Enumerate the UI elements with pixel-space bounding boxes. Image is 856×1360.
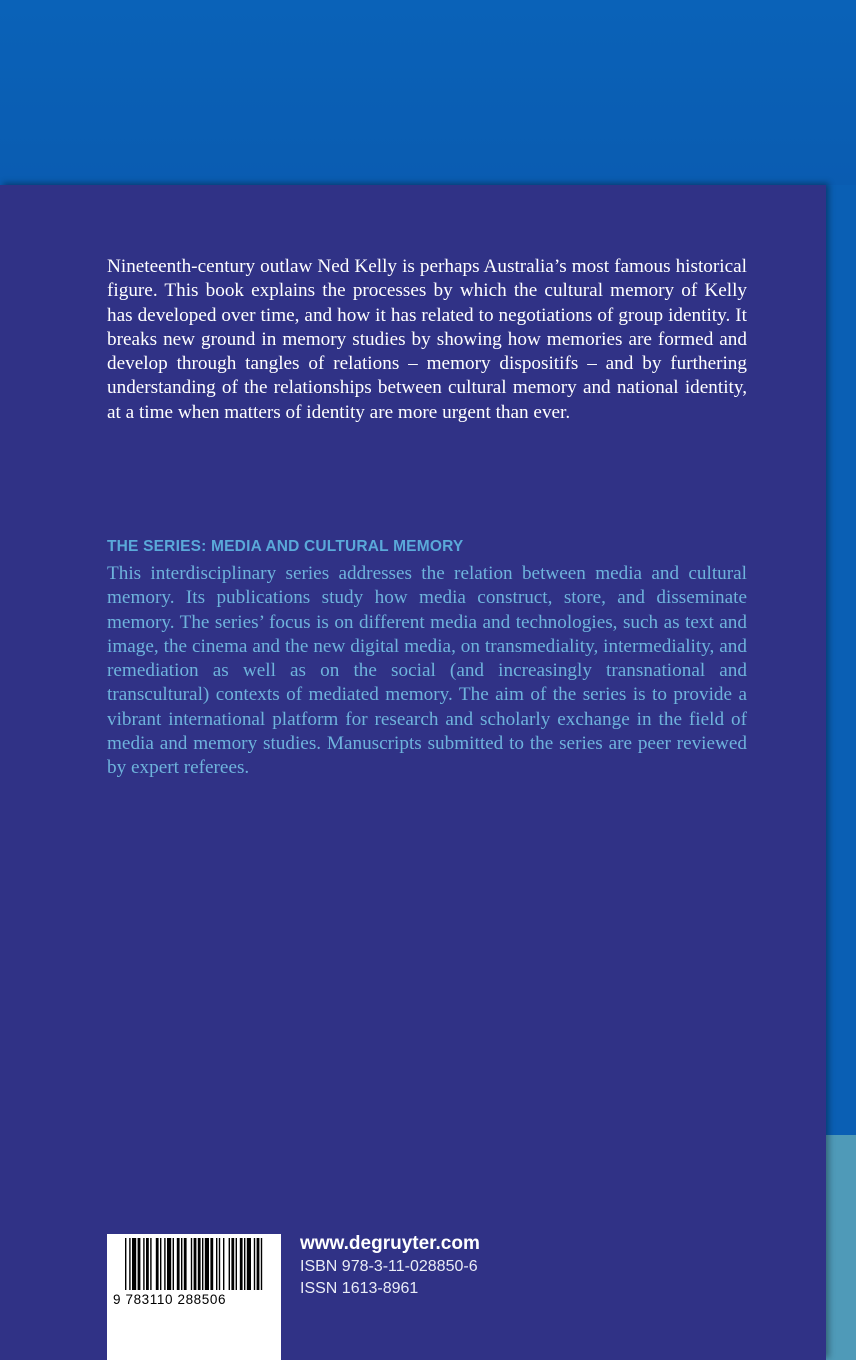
barcode-bar [143,1238,144,1290]
barcode-bar [132,1238,136,1290]
barcode-bar [173,1238,174,1290]
barcode-bar [240,1238,243,1290]
barcode-bar [138,1238,141,1290]
cover-spine-strip [826,185,856,1135]
barcode-bar [194,1238,197,1290]
barcode-bar [202,1238,203,1290]
cover-top-band [0,0,856,185]
barcode-bar [247,1238,251,1290]
barcode-bar [191,1238,192,1290]
publisher-url[interactable]: www.degruyter.com [300,1233,480,1254]
barcode-bar [219,1238,220,1290]
barcode-bars [107,1234,281,1290]
barcode-bar [160,1238,161,1290]
barcode-bar [125,1238,126,1290]
isbn-text: ISBN 978-3-11-028850-6 [300,1258,478,1275]
barcode-bar [216,1238,217,1290]
issn-text: ISSN 1613-8961 [300,1280,419,1297]
barcode-bar [254,1238,255,1290]
barcode-bar [244,1238,245,1290]
barcode-bar [257,1238,260,1290]
barcode-bar [146,1238,149,1290]
cover-accent-strip [826,1135,856,1360]
barcode-bar [167,1238,171,1290]
barcode-bar [261,1238,262,1290]
series-title: THE SERIES: MEDIA AND CULTURAL MEMORY [107,538,464,555]
barcode-bar [150,1238,151,1290]
barcode-bar [205,1238,209,1290]
barcode-bar [184,1238,187,1290]
publisher-info [300,1232,480,1300]
barcode-bar [156,1238,159,1290]
barcode-bar [229,1238,230,1290]
series-description: This interdisciplinary series addresses the relation between media and cultural memory. Its publications study how media construct, store, and disseminate memory. The series’ focus is on different media and technologies, such as text and image, the cinema and the new digital media, on transmediality, intermediality, and remediation as well as on the social (and increasingly transnational and transcultural) contexts of mediated memory. The aim of the series is to provide a vibrant international platform for research and scholarly exchange in the field of media and memory studies. Manuscripts submitted to the series are peer reviewed by expert referees. [107,563,747,779]
barcode-bar [198,1238,201,1290]
barcode-bar [181,1238,182,1290]
barcode-bar [164,1238,165,1290]
book-blurb: Nineteenth-century outlaw Ned Kelly is perhaps Australia’s most famous historical figure. This book explains the processes by which the cultural memory of Kelly has developed over time, and how it has related to negotiations of group identity. It breaks new ground in memory studies by showing how memories are formed and develop through tangles of relations – memory dispositifs – and by furthering understanding of the relationships between cultural memory and national identity, at a time when matters of identity are more urgent than ever. [107,256,747,423]
barcode-bar [177,1238,180,1290]
barcode-bar [236,1238,237,1290]
barcode-bar [231,1238,234,1290]
barcode-bar [223,1238,224,1290]
barcode-bar [129,1238,130,1290]
barcode-bar [210,1238,213,1290]
isbn-barcode [107,1234,281,1360]
barcode-number: 9 783110 288506 [113,1292,227,1307]
